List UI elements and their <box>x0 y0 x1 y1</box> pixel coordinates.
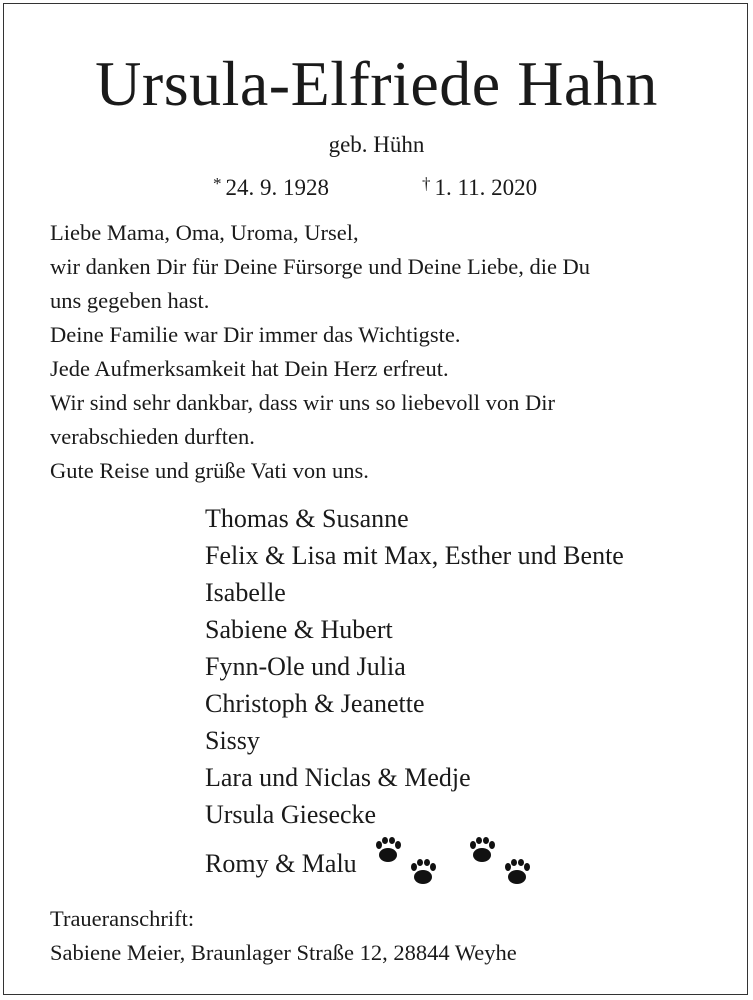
birth-date <box>213 170 329 202</box>
funeral-address <box>50 902 730 970</box>
address-line: Sabiene Meier, Braunlager Straße 12, 28844 Weyhe <box>50 940 517 965</box>
paw-prints-icon <box>467 837 537 889</box>
message-line: verabschieden durften. <box>50 424 255 449</box>
deceased-name: Ursula-Elfriede Hahn <box>95 48 658 119</box>
mourner-entry: Felix & Lisa mit Max, Esther und Bente <box>205 541 624 570</box>
message-line: wir danken Dir für Deine Fürsorge und Deine Liebe, die Du <box>50 254 591 279</box>
message-line: Jede Aufmerksamkeit hat Dein Herz erfreut. <box>50 356 449 381</box>
death-date-text: 1. 11. 2020 <box>434 175 538 200</box>
mourner-entry: Isabelle <box>205 578 286 607</box>
message-line: uns gegeben hast. <box>50 288 210 313</box>
message-line: Gute Reise und grüße Vati von uns. <box>50 458 369 483</box>
mourner-entry: Sissy <box>205 726 260 755</box>
mourner-entry: Fynn-Ole und Julia <box>205 652 406 681</box>
address-label: Traueranschrift: <box>50 906 195 931</box>
mourners-list <box>205 500 725 889</box>
mourner-entry: Ursula Giesecke <box>205 800 377 829</box>
mourner-entry: Christoph & Jeanette <box>205 689 425 718</box>
birth-name: geb. Hühn <box>328 132 425 157</box>
mourner-entry-pets <box>205 837 725 889</box>
mourner-entry: Thomas & Susanne <box>205 504 409 533</box>
birth-star-icon: * <box>213 174 222 193</box>
message-line: Wir sind sehr dankbar, dass wir uns so liebevoll von Dir <box>50 390 555 415</box>
farewell-message <box>50 216 720 488</box>
death-cross-icon: † <box>422 174 431 193</box>
message-line: Deine Familie war Dir immer das Wichtigste. <box>50 322 461 347</box>
paw-prints <box>373 837 561 889</box>
mourner-entry: Lara und Niclas & Medje <box>205 763 471 792</box>
mourner-entry-text: Romy & Malu <box>205 848 357 878</box>
death-date <box>422 170 537 202</box>
birth-date-text: 24. 9. 1928 <box>225 175 329 200</box>
mourner-entry: Sabiene & Hubert <box>205 615 393 644</box>
message-line: Liebe Mama, Oma, Uroma, Ursel, <box>50 220 359 245</box>
paw-prints-icon <box>373 837 443 889</box>
